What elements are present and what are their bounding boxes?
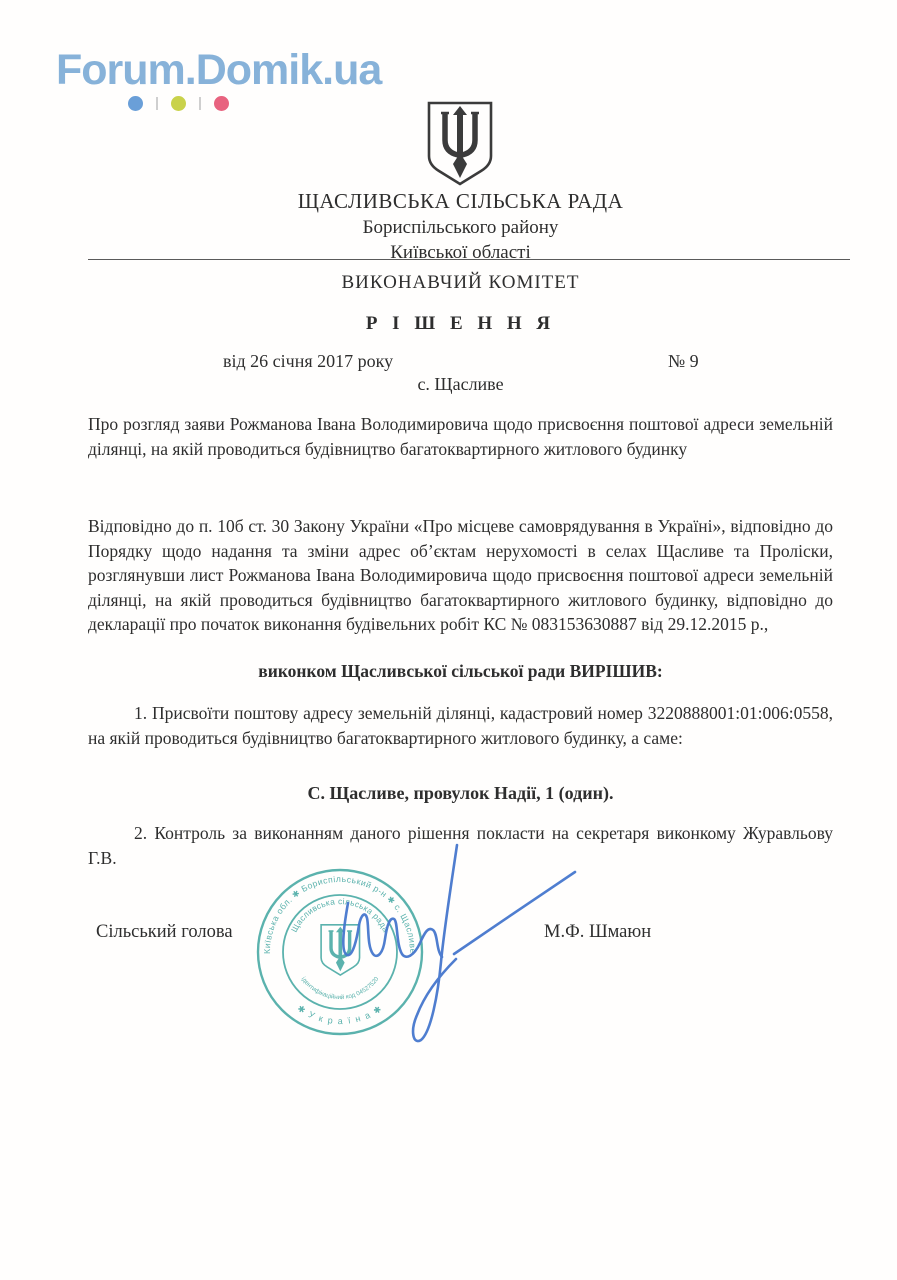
signer-name: М.Ф. Шмаюн	[544, 922, 652, 942]
letterhead-divider	[88, 259, 850, 260]
logo-dot-pink-icon	[214, 96, 229, 111]
committee-name: ВИКОНАВЧИЙ КОМІТЕТ	[341, 272, 580, 293]
logo-dot-blue-icon	[128, 96, 143, 111]
document-date: від 26 січня 2017 року	[223, 351, 394, 371]
coat-of-arms-icon	[424, 100, 496, 188]
document-title: Р І Ш Е Н Н Я	[365, 313, 556, 334]
document-place: с. Щасливе	[417, 374, 504, 394]
logo-dot-divider	[156, 97, 158, 110]
stamp-outer-top-text: Київська обл. ✱ Бориспільський р-н ✱ с. Щасливе	[261, 873, 419, 954]
logo-dots	[128, 96, 229, 111]
org-district: Бориспільського району	[362, 217, 559, 238]
document-number: № 9	[668, 351, 699, 371]
resolution-intro: виконком Щасливської сільської ради ВИРІШИВ:	[258, 661, 663, 681]
logo-dot-green-icon	[171, 96, 186, 111]
stamp-inner-top-text: Щасливська сільська рада	[288, 896, 392, 934]
stamp-inner-bottom-text: ідентифікаційний код 04527520	[299, 975, 381, 1002]
org-region: Київської області	[390, 242, 531, 263]
preamble-paragraph: Відповідно до п. 10б ст. 30 Закону України «Про місцеве самоврядування в Україні», відповідно до Порядку щодо надання та зміни адрес об’єктам нерухомості в селах Щасливе та Проліски, розглянувши лист Рожманова Івана Володимировича щодо присвоєння поштової адреси земельній ділянці, на якій проводиться будівництво багатоквартирного житлового будинку, відповідно до декларації про початок виконання будівельних робіт КС № 083153630887 від 29.12.2015 р.,	[88, 516, 833, 634]
org-name: ЩАСЛИВСЬКА СІЛЬСЬКА РАДА	[297, 189, 624, 213]
resolution-item-1: 1. Присвоїти поштову адресу земельній ділянці, кадастровий номер 3220888001:01:006:0558, на якій проводиться будівництво багатоквартирного житлового будинку, а саме:	[88, 703, 833, 748]
subject-paragraph: Про розгляд заяви Рожманова Івана Володимировича щодо присвоєння поштової адреси земельній ділянці, на якій проводиться будівництво багатоквартирного житлового будинку	[88, 414, 833, 459]
signer-title: Сільський голова	[96, 922, 233, 942]
forum-domik-logo: Forum.Domik.ua	[56, 46, 382, 94]
logo-dot-divider	[199, 97, 201, 110]
handwritten-signature	[330, 826, 630, 1061]
resolution-item-2: 2. Контроль за виконанням даного рішення покласти на секретаря виконкому Журавльову Г.В.	[88, 823, 833, 868]
assigned-address: С. Щасливе, провулок Надії, 1 (один).	[307, 783, 614, 803]
stamp-outer-bottom-text: ✱ У к р а ї н а ✱	[295, 1003, 385, 1027]
